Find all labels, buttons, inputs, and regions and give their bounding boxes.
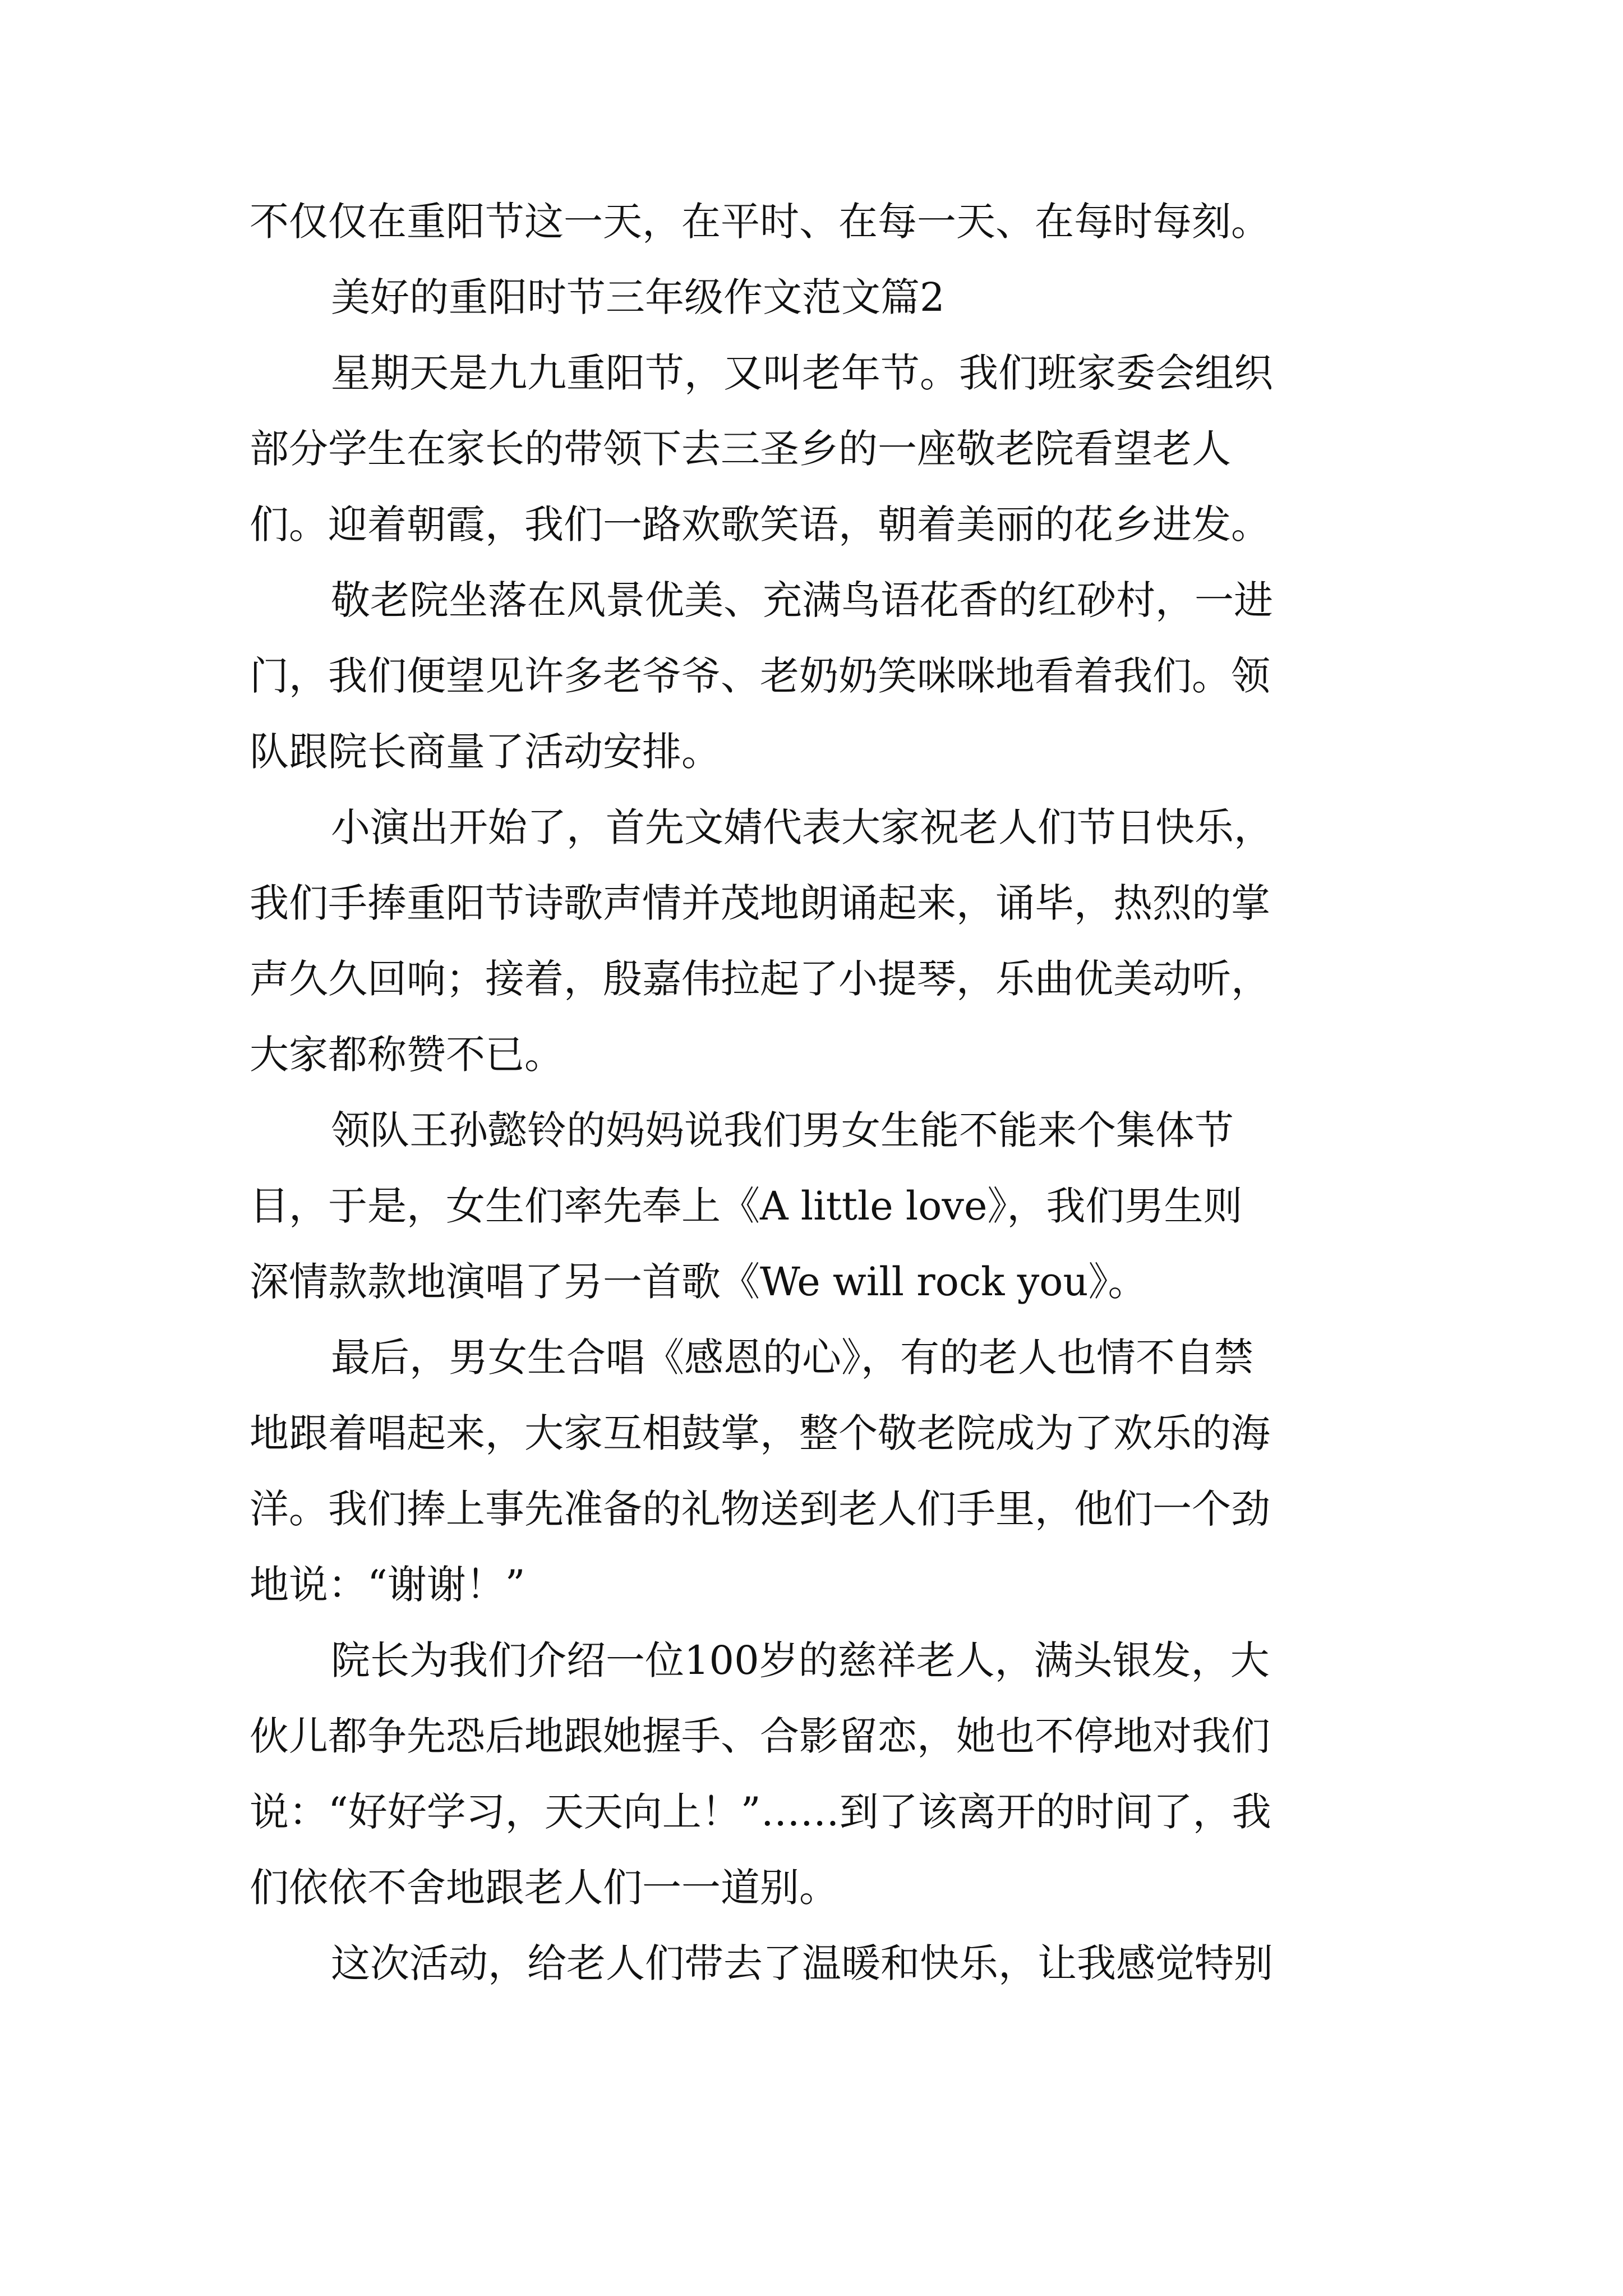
paragraph-line: 伙儿都争先恐后地跟她握手、合影留恋，她也不停地对我们: [250, 1713, 1270, 1759]
paragraph-line: 部分学生在家长的带领下去三圣乡的一座敬老院看望老人: [250, 426, 1231, 472]
paragraph-line: 最后，男女生合唱《感恩的心》，有的老人也情不自禁: [331, 1335, 1253, 1381]
paragraph-line: 大家都称赞不已。: [250, 1032, 564, 1078]
paragraph-line: 队跟院长商量了活动安排。: [250, 729, 721, 775]
paragraph-line: 小演出开始了，首先文婧代表大家祝老人们节日快乐，: [331, 804, 1273, 850]
paragraph-line: 这次活动，给老人们带去了温暖和快乐，让我感觉特别: [331, 1940, 1273, 1986]
paragraph-line: 声久久回响；接着，殷嘉伟拉起了小提琴，乐曲优美动听，: [250, 956, 1270, 1002]
paragraph-line: 院长为我们介绍一位100岁的慈祥老人，满头银发，大: [331, 1637, 1270, 1683]
paragraph-line: 门，我们便望见许多老爷爷、老奶奶笑咪咪地看着我们。领: [250, 653, 1270, 699]
paragraph-line: 洋。我们捧上事先准备的礼物送到老人们手里，他们一个劲: [250, 1486, 1270, 1532]
paragraph-line: 地说：“谢谢！”: [250, 1562, 525, 1608]
paragraph-line: 星期天是九九重阳节，又叫老年节。我们班家委会组织: [331, 350, 1273, 396]
paragraph-line: 我们手捧重阳节诗歌声情并茂地朗诵起来，诵毕，热烈的掌: [250, 880, 1270, 926]
paragraph-line: 深情款款地演唱了另一首歌《We will rock you》。: [250, 1259, 1147, 1305]
paragraph-line: 地跟着唱起来，大家互相鼓掌，整个敬老院成为了欢乐的海: [250, 1410, 1270, 1456]
paragraph-line: 说：“好好学习，天天向上！”……到了该离开的时间了，我: [250, 1789, 1271, 1835]
paragraph-line: 不仅仅在重阳节这一天，在平时、在每一天、在每时每刻。: [250, 199, 1270, 245]
paragraph-line: 敬老院坐落在风景优美、充满鸟语花香的红砂村，一进: [331, 577, 1273, 623]
paragraph-line: 目，于是，女生们率先奉上《A little love》，我们男生则: [250, 1183, 1243, 1229]
paragraph-line: 领队王孙懿铃的妈妈说我们男女生能不能来个集体节: [331, 1107, 1234, 1153]
paragraph-line: 们。迎着朝霞，我们一路欢歌笑语，朝着美丽的花乡进发。: [250, 501, 1270, 547]
paragraph-line: 们依依不舍地跟老人们一一道别。: [250, 1865, 838, 1911]
article-heading: 美好的重阳时节三年级作文范文篇2: [331, 274, 945, 320]
